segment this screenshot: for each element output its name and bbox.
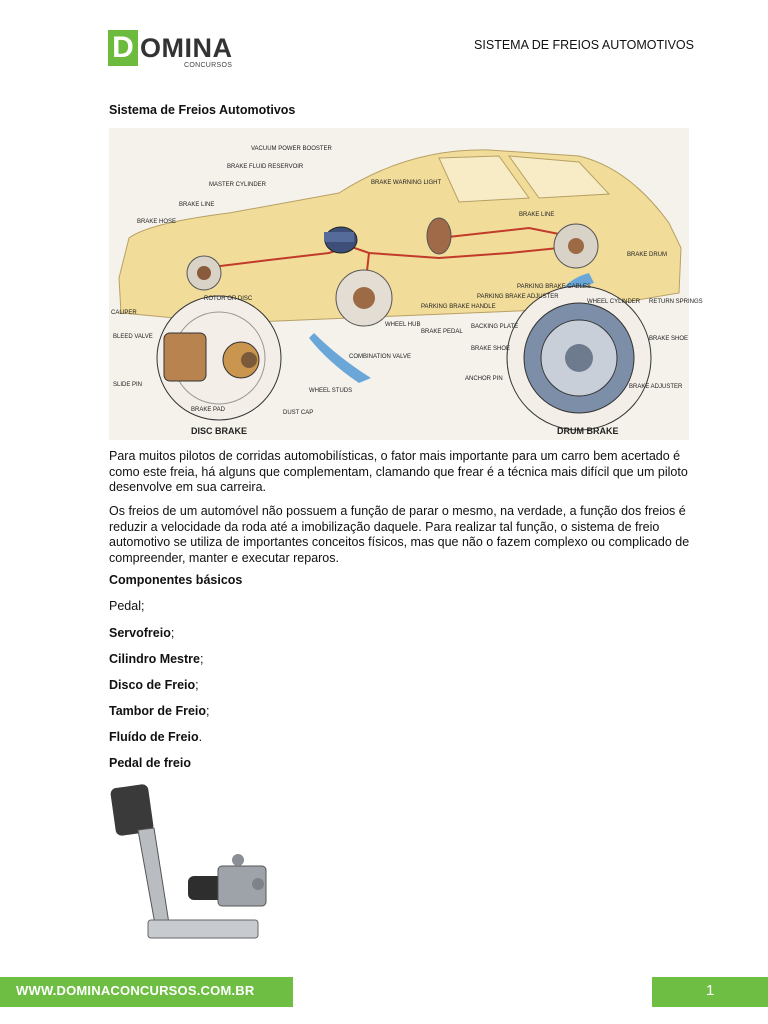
brake-system-illustration <box>109 128 703 440</box>
label-brake-pad: BRAKE PAD <box>191 407 225 413</box>
label-parking-handle: PARKING BRAKE HANDLE <box>421 304 496 310</box>
header-title: SISTEMA DE FREIOS AUTOMOTIVOS <box>474 38 694 52</box>
component-text: ; <box>206 704 210 718</box>
label-brake-shoe: BRAKE SHOE <box>471 346 511 352</box>
label-wheel-hub: WHEEL HUB <box>385 322 421 328</box>
component-text: . <box>198 730 203 744</box>
label-wheel-cylinder: WHEEL CYLINDER <box>587 299 641 305</box>
label-parking-cables: PARKING BRAKE CABLES <box>517 284 591 290</box>
domina-logo <box>108 28 238 70</box>
paragraph-2: Os freios de um automóvel não possuem a função de parar o mesmo, na verdade, a função dos freios é reduzir a velocidade da roda até a imobilização daquele. Para realizar tal função, o sistema de freio automotivo se utiliza de importantes conceitos físicos, mas que não o fazem complexo ou complicado de compreender, manter e executar reparos. <box>109 504 690 565</box>
component-text: ; <box>195 678 199 692</box>
component-bold: Cilindro Mestre <box>109 652 200 666</box>
page-number: 1 <box>706 982 715 999</box>
logo-word: OMINA <box>140 33 233 63</box>
label-backing-plate: BACKING PLATE <box>471 324 519 330</box>
label-brake-line-rear: BRAKE LINE <box>519 212 555 218</box>
component-bold: Disco de Freio <box>109 678 196 692</box>
label-dust-cap: DUST CAP <box>283 410 314 416</box>
component-bold: Fluído de Freio <box>109 730 199 744</box>
component-item <box>109 626 174 640</box>
component-item <box>109 678 199 692</box>
component-item <box>109 599 144 613</box>
document-title: Sistema de Freios Automotivos <box>109 103 296 117</box>
label-fluid-reservoir: BRAKE FLUID RESERVOIR <box>227 164 304 170</box>
label-disc-brake: DISC BRAKE <box>191 426 248 436</box>
label-vacuum-booster: VACUUM POWER BOOSTER <box>251 146 332 152</box>
footer-url[interactable]: WWW.DOMINACONCURSOS.COM.BR <box>16 983 255 998</box>
component-bold: Servofreio <box>109 626 171 640</box>
component-text: ; <box>200 652 204 666</box>
label-warning-light: BRAKE WARNING LIGHT <box>371 180 442 186</box>
rear-drum-side <box>427 218 451 254</box>
pedal-arm <box>138 828 170 930</box>
component-item <box>109 704 210 718</box>
label-anchor-pin: ANCHOR PIN <box>465 376 503 382</box>
component-item <box>109 730 202 744</box>
label-brake-hose: BRAKE HOSE <box>137 219 177 225</box>
master-cylinder <box>324 232 354 242</box>
brake-diagram-svg <box>109 128 703 440</box>
label-rotor: ROTOR OR DISC <box>204 296 253 302</box>
brake-pedal-image <box>108 780 294 948</box>
footer-page-bar <box>652 977 768 1007</box>
label-brake-line: BRAKE LINE <box>179 202 215 208</box>
label-brake-shoe-right: BRAKE SHOE <box>649 336 689 342</box>
label-drum-brake: DRUM BRAKE <box>557 426 619 436</box>
component-item <box>109 652 203 666</box>
component-text: Pedal; <box>109 599 145 613</box>
label-slide-pin: SLIDE PIN <box>113 382 143 388</box>
component-text: ; <box>170 626 175 640</box>
component-item <box>109 756 191 770</box>
label-master-cylinder: MASTER CYLINDER <box>209 182 267 188</box>
component-bold: Pedal de freio <box>109 756 191 770</box>
label-wheel-studs: WHEEL STUDS <box>309 388 353 394</box>
logo-subtitle: CONCURSOS <box>184 62 233 69</box>
label-bleed-valve: BLEED VALVE <box>113 334 153 340</box>
label-parking-adjuster: PARKING BRAKE ADJUSTER <box>477 294 559 300</box>
label-brake-pedal: BRAKE PEDAL <box>421 329 463 335</box>
components-title: Componentes básicos <box>109 573 243 587</box>
label-brake-adjuster: BRAKE ADJUSTER <box>629 384 683 390</box>
label-caliper: CALIPER <box>111 310 137 316</box>
label-combination-valve: COMBINATION VALVE <box>349 354 412 360</box>
pedal-base <box>148 920 258 938</box>
brake-pedal-svg <box>108 780 294 948</box>
disc-brake-caliper <box>164 333 206 381</box>
footer-url-bar <box>0 977 293 1007</box>
logo-letter: D <box>108 30 138 66</box>
paragraph-1: Para muitos pilotos de corridas automobilísticas, o fator mais importante para um carro bem acertado é como este freia, há alguns que complementam, clamando que frear é a técnica mais difícil que um piloto desenvolve em sua carreira. <box>109 449 688 494</box>
label-return-springs: RETURN SPRINGS <box>649 299 703 305</box>
label-brake-drum: BRAKE DRUM <box>627 252 668 258</box>
component-bold: Tambor de Freio <box>109 704 207 718</box>
